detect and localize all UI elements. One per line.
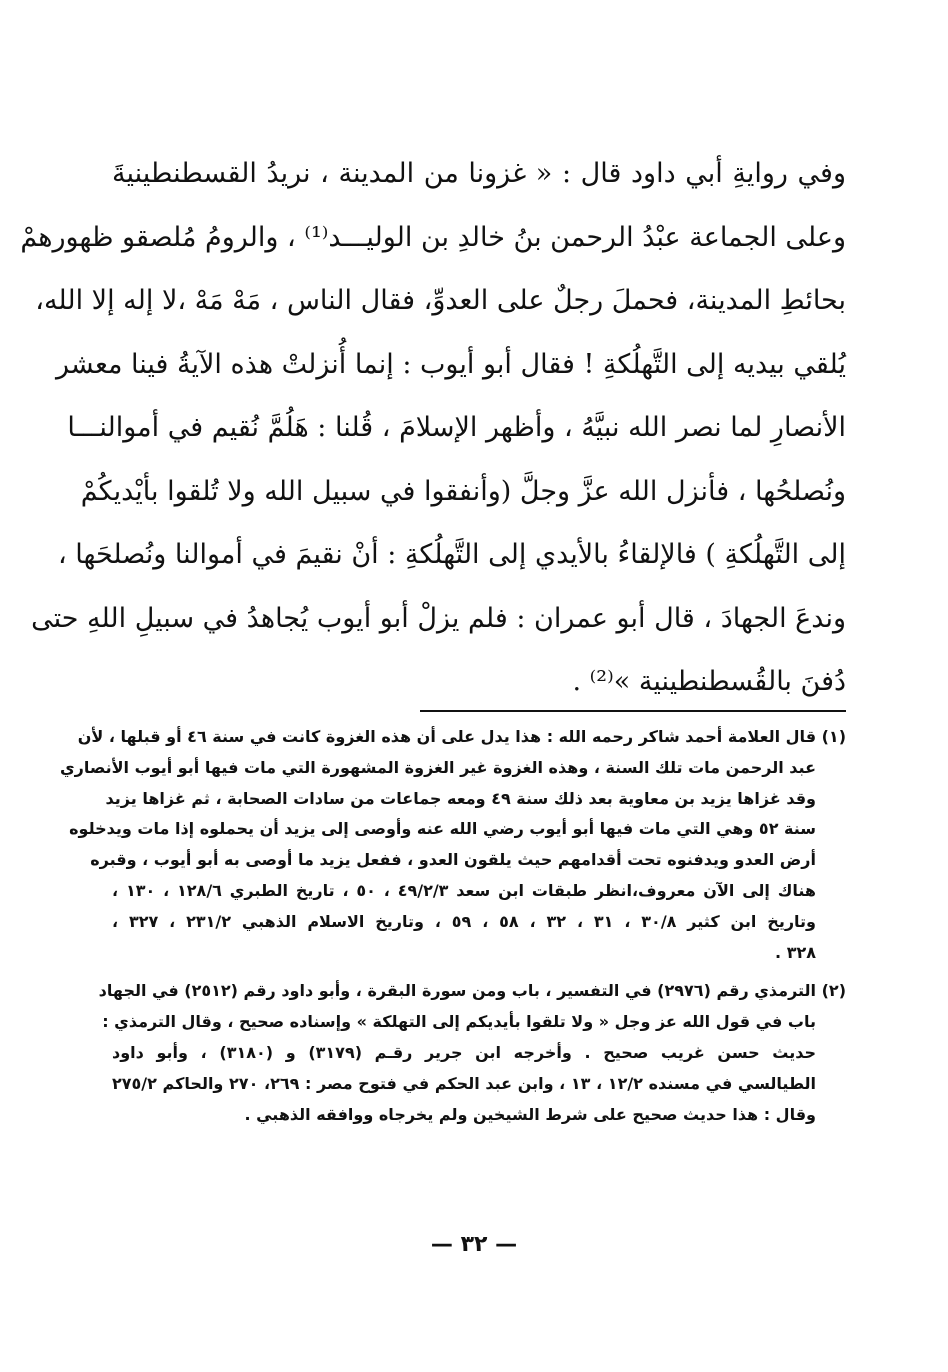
main-text-line: وعلى الجماعة عبْدُ الرحمن بنُ خالدِ بن الوليـــد⁽¹⁾ ، والرومُ مُلصقو ظهورهمْ (20, 221, 846, 253)
footnote-line: هناك إلى الآن معروف،انظر طبقات ابن سعد ٤٩/٢/٣ ، ٥٠ ، تاريخ الطبري ١٢٨/٦ ، ١٣٠ ، (112, 880, 817, 900)
footnote-divider (420, 710, 846, 712)
main-text-line: إلى التَّهلُكةِ ) فالإلقاءُ بالأيدي إلى التَّهلُكةِ : أنْ نقيمَ في أموالنا ونُصلحَها ، (57, 539, 846, 570)
footnote-gap (112, 968, 846, 976)
footnote-line: سنة ٥٢ وهي التي مات فيها أبو أيوب رضي الله عنه وأوصى إلى يزيد أن يحملوه إذا مات ويدخلوه (69, 819, 816, 839)
footnote-line: ٣٢٨ . (775, 942, 816, 962)
footnote-line: وتاريخ ابن كثير ٣٠/٨ ، ٣١ ، ٣٢ ، ٥٨ ، ٥٩ ، وتاريخ الاسلام الذهبي ٢٣١/٢ ، ٣٢٧ ، (112, 911, 816, 931)
footnote-2 (98, 976, 846, 1130)
main-text-line: وندعَ الجهادَ ، قال أبو عمران : فلم يزلْ أبو أيوب يُجاهدُ في سبيلِ اللهِ حتى (31, 602, 846, 634)
footnote-line: وقال : هذا حديث صحيح على شرط الشيخين ولم يخرجاه ووافقه الذهبي . (244, 1104, 816, 1124)
main-text-line: يُلقي بيديه إلى التَّهلُكةِ ! فقال أبو أيوب : إنما أُنزلتْ هذه الآيةُ فينا معشر (55, 348, 846, 380)
main-text-line: بحائطِ المدينة، فحملَ رجلٌ على العدوِّ، فقال الناس ، مَهْ مَهْ ،لا إله إلا الله، (35, 285, 846, 316)
footnote-line: حديث حسن غريب صحيح . وأخرجه ابن جرير رقـم (٣١٧٩) و (٣١٨٠) ، وأبو داود (112, 1042, 816, 1062)
main-text-line: وفي روايةِ أبي داود قال : « غزونا من المدينة ، نريدُ القسطنطينيةَ (112, 158, 846, 189)
main-text-body (20, 142, 846, 714)
footnote-line: أرض العدو ويدفنوه تحت أقدامهم حيث يلقون العدو ، ففعل يزيد ما أوصى به أبو أيوب ، وقبره (90, 850, 816, 870)
footnote-1 (59, 722, 846, 968)
footnote-line: (٢) الترمذي رقم (٢٩٧٦) في التفسير ، باب ومن سورة البقرة ، وأبو داود رقم (٢٥١٢) في الجهاد (98, 981, 846, 1001)
footnote-line: (١) قال العلامة أحمد شاكر رحمه الله : هذا يدل على أن هذه الغزوة كانت في سنة ٤٦ أو قبلها ، لأن (77, 727, 846, 746)
main-text-line: الأنصارِ لما نصر الله نبيَّهُ ، وأظهر الإسلامَ ، قُلنا : هَلُمَّ نُقيم في أموالنـــا (67, 412, 846, 443)
footnote-line: عبد الرحمن مات تلك السنة ، وهذه الغزوة غير الغزوة المشهورة التي مات فيها أبو أيوب الأنصاري (59, 757, 816, 777)
footnote-line: الطيالسي في مسنده ١٢/٢ ، ١٣ ، وابن عبد الحكم في فتوح مصر : ٢٦٩، ٢٧٠ والحاكم ٢٧٥/٢ (112, 1073, 817, 1093)
main-text-line: ونُصلحُها ، فأنزل الله عزَّ وجلَّ (وأنفقوا في سبيل الله ولا تُلقوا بأيْديكُمْ (80, 475, 846, 507)
footnote-line: وقد غزاها يزيد بن معاوية بعد ذلك سنة ٤٩ ومعه جماعات من سادات الصحابة ، ثم غزاها يزيد (105, 788, 816, 808)
footnotes (59, 722, 846, 1130)
footnote-line: باب في قول الله عز وجل « ولا تلقوا بأيديكم إلى التهلكة » وإسناده صحيح ، وقال الترمذي : (102, 1012, 816, 1032)
page-number: — ٣٢ — (430, 1232, 518, 1257)
main-text-line: دُفنَ بالقُسطنطينية »⁽²⁾ . (572, 666, 846, 697)
